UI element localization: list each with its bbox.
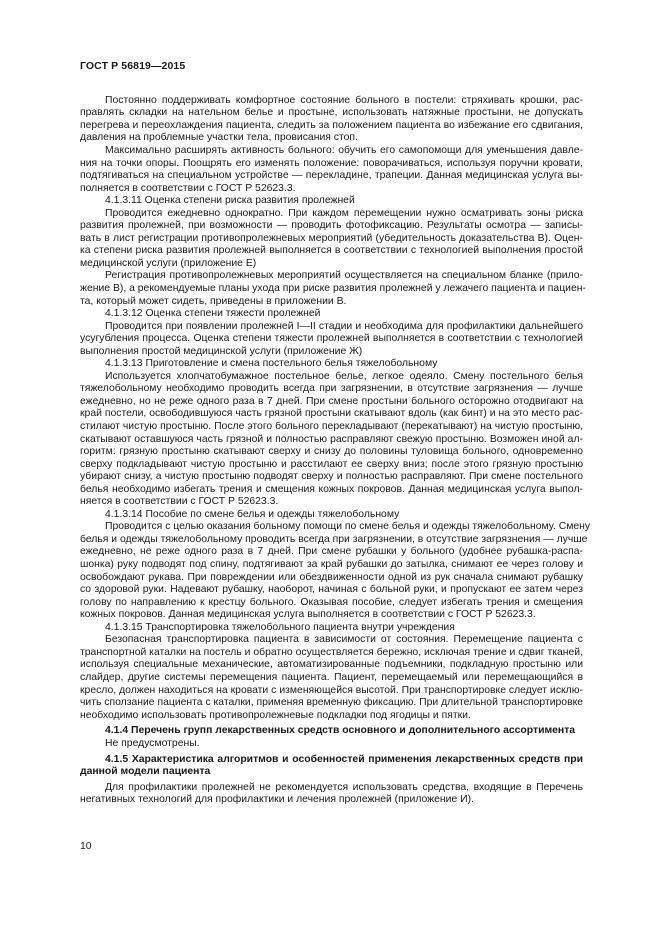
text-line: слайдер, другие системы перемещения пациента. Пациент, перемещаемый или перемещающийся в: [80, 671, 583, 683]
section-heading: 4.1.3.13 Приготовление и смена постельного белья тяжелобольному: [105, 358, 438, 370]
text-line: стилают чистую простыню. После этого больного перекладывают (перекатывают) на чистую простыню,: [80, 421, 583, 433]
text-line: та, который может сидеть, приведены в приложении В.: [80, 295, 347, 307]
text-line: жение В), а рекомендуемые планы ухода при риске развития пролежней у лежачего пациента и пациен-: [80, 283, 586, 294]
text-line: убирают снизу, а чистую простыню подводят сверху и полностью расправляют. При смене постельного: [80, 471, 583, 483]
section-heading: 4.1.3.14 Пособие по смене белья и одежды тяжелобольному: [105, 508, 400, 520]
section-heading-bold: 4.1.4 Перечень групп лекарственных средств основного и дополнительного ассортимента: [105, 725, 576, 737]
text-line: Максимально расширять активность больного: обучить его самопомощи для уменьшения давле-: [105, 144, 583, 156]
text-line: скатывают оставшуюся часть грязной и полностью расправляют свежую простыню. Возможен иной ал-: [80, 433, 583, 445]
text-line: со здоровой руки. Надевают рубашку, наоборот, начиная с больной руки, и пропускают ее затем через: [80, 584, 583, 596]
text-line: тяжелобольному необходимо проводить всегда при загрязнении, в отсутствие загрязнения — лучше: [80, 383, 583, 395]
text-line: кожных покровов. Данная медицинская услуга выполняется в соответствии с ГОСТ Р 52623.3.: [80, 609, 536, 621]
text-line: усугубления процесса. Оценка степени тяжести пролежней выполняется в соответствии с технологией: [80, 333, 583, 345]
text-line: Проводится с целью оказания больному помощи по смене белья и одежды тяжелобольному. Смену: [105, 521, 591, 533]
text-line: Безопасная транспортировка пациента в зависимости от состояния. Перемещение пациента с: [105, 634, 583, 646]
text-line: ежедневно, но не реже одного раза в 7 дней. При смене простыни больного осторожно отодвигают на: [80, 395, 583, 407]
text-line: Для профилактики пролежней не рекомендуется использовать средства, входящие в Перечень: [105, 781, 583, 793]
text-line: ния на точки опоры. Поощрять его изменять положение: поворачиваться, используя поручни кровати,: [80, 157, 583, 169]
text-line: край постели, освободившуюся часть грязной простыни скатывают вдоль (как бинт) и на это место рас-: [80, 408, 583, 420]
section-heading: 4.1.3.11 Оценка степени риска развития пролежней: [105, 195, 355, 207]
text-line: вать в лист регистрации противопролежневых мероприятий (убедительность доказательства В). Оцен-: [80, 232, 583, 244]
document-body: [80, 94, 591, 807]
text-line: Не предусмотрены.: [105, 737, 200, 749]
text-line: Проводится ежедневно однократно. При каждом перемещении нужно осматривать зоны риска: [105, 207, 583, 219]
text-line: медицинской услуги (приложение Е): [80, 257, 257, 269]
text-line: Используется хлопчатобумажное постельное белье, легкое одеяло. Смену постельного белья: [105, 370, 583, 382]
text-line: няется в соответствии с ГОСТ Р 52623.3.: [80, 496, 279, 508]
section-heading-bold: данной модели пациента: [80, 766, 211, 778]
text-line: белья и одежды тяжелобольному проводить всегда при загрязнении, в отсутствие загрязнения — лучше: [80, 533, 588, 545]
section-heading-bold: 4.1.5 Характеристика алгоритмов и особенностей применения лекарственных средств при: [105, 753, 583, 765]
text-line: транспортной каталки на постель и обратно осуществляется бережно, исключая трение и сдвиг тканей,: [80, 646, 583, 658]
section-heading: 4.1.3.15 Транспортировка тяжелобольного пациента внутри учреждения: [105, 621, 455, 633]
text-line: используя специальные механические, автоматизированные подъемники, подкладную простыню или: [80, 659, 583, 671]
text-line: перегрева и переохлаждения пациента, следить за положением пациента во избежание его сдвигания,: [80, 119, 583, 131]
text-line: Проводится при появлении пролежней I—II стадии и необходима для профилактики дальнейшего: [105, 320, 583, 332]
text-line: давления на проблемные участки тела, провисания стоп.: [80, 132, 358, 144]
text-line: горитм: грязную простыню скатывают сверху и снизу до половины туловища больного, одновременно: [80, 446, 583, 458]
text-line: правлять складки на нательном белье и простыне, использовать натяжные простыни, не допускать: [80, 107, 583, 119]
text-line: белья необходимо избегать трения и смещения кожных покровов. Данная медицинская услуга выпол-: [80, 483, 583, 495]
text-line: негативных технологий для профилактики и лечения пролежней (приложение И).: [80, 794, 474, 806]
text-line: необходимо использовать противопролежневые подкладки под ягодицы и пятки.: [80, 709, 471, 721]
text-line: чить сползание пациента с каталки, применяя временную фиксацию. При длительной транспортировке: [80, 697, 584, 709]
page-number: 10: [80, 841, 92, 852]
text-line: выполнения простой медицинской услуги (приложение Ж): [80, 345, 363, 357]
document-header: ГОСТ Р 56819—2015: [80, 60, 186, 72]
text-line: голову по направлению к крестцу больного. Оказывая пособие, следует избегать трения и смещения: [80, 596, 583, 608]
text-line: кресло, должен находиться на кровати с изменяющейся высотой. При транспортировке следует исклю-: [80, 684, 583, 696]
text-line: ежедневно, не реже одного раза в 7 дней. При смене рубашки у больного (удобнее рубашка-распа-: [80, 546, 583, 558]
text-line: Постоянно поддерживать комфортное состояние больного в постели: стряхивать крошки, рас-: [105, 94, 583, 106]
text-line: Регистрация противопролежневых мероприятий осуществляется на специальном бланке (прило-: [105, 270, 583, 282]
text-line: освобождают рукава. При повреждении или обездвиженности одной из рук сначала снимают рубашку: [80, 571, 583, 583]
text-line: шонка) руку подводят под спину, подтягивают за край рубашки до затылка, снимают ее через голову и: [80, 559, 583, 571]
text-line: развития пролежней, при возможности — проводить фотофиксацию. Результаты осмотра — записы-: [80, 220, 583, 232]
text-line: подтягиваться на специальном устройстве — перекладине, трапеции. Данная медицинская услуга вы-: [80, 170, 583, 182]
text-line: ка степени риска развития пролежней выполняется в соответствии с технологией выполнения простой: [80, 245, 583, 257]
text-line: сверху подкладывают чистую простыню и расстилают ее сверху вниз; после этого грязную простыню: [80, 458, 583, 470]
section-heading: 4.1.3.12 Оценка степени тяжести пролежней: [105, 308, 321, 320]
text-line: полняется в соответствии с ГОСТ Р 52623.3.: [80, 182, 296, 194]
